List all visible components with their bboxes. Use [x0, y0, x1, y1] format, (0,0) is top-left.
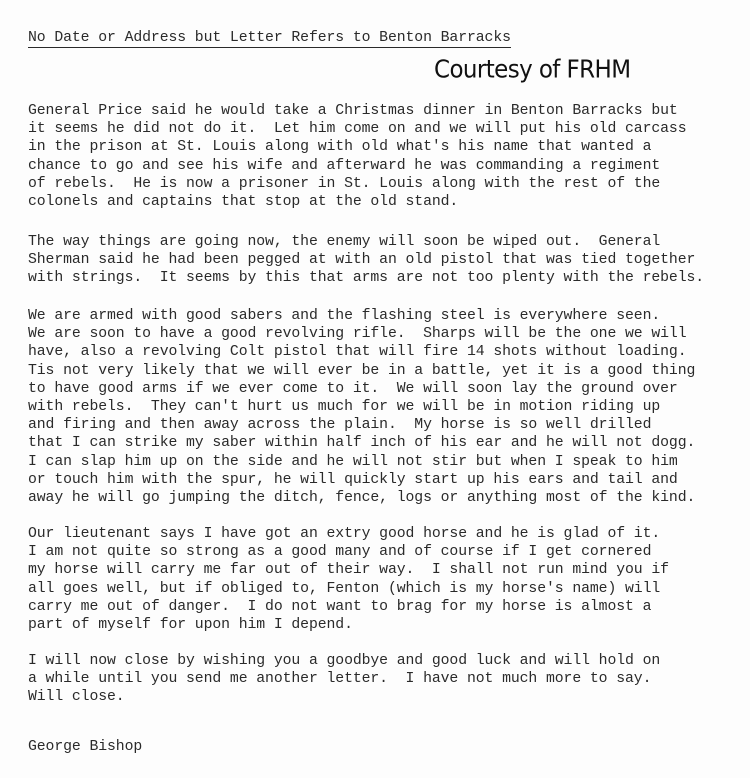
- courtesy-stamp: Courtesy of FRHM: [434, 56, 631, 85]
- letter-heading: No Date or Address but Letter Refers to Benton Barracks: [28, 30, 511, 46]
- letter-paragraph-2: The way things are going now, the enemy will soon be wiped out. General Sherman said he had been pegged at with an old pistol that was tied together with strings. It seems by this that arms are not too plenty with the rebels.: [28, 234, 705, 287]
- letter-paragraph-5: I will now close by wishing you a goodbye and good luck and will hold on a while until you send me another letter. I have not much more to say. Will close.: [28, 653, 661, 706]
- signature: George Bishop: [28, 739, 143, 755]
- letter-paragraph-1: General Price said he would take a Christmas dinner in Benton Barracks but it seems he did not do it. Let him come on and we will put his old carcass in the prison at St. Louis along with old what's his name that wanted a chance to go and see his wife and afterward he was commanding a regiment of rebels. He is now a prisoner in St. Louis along with the rest of the colonels and captains that stop at the old stand.: [28, 103, 687, 211]
- letter-paragraph-4: Our lieutenant says I have got an extry good horse and he is glad of it. I am not quite so strong as a good many and of course if I get cornered my horse will carry me far out of their way. I shall not run mind you if all goes well, but if obliged to, Fenton (which is my horse's name) will carry me out of danger. I do not want to brag for my horse is almost a part of myself for upon him I depend.: [28, 526, 669, 634]
- letter-paragraph-3: We are armed with good sabers and the flashing steel is everywhere seen. We are soon to have a good revolving rifle. Sharps will be the one we will have, also a revolving Colt pistol that will fire 14 shots without loading. Tis not very likely that we will ever be in a battle, yet it is a good thing to have good arms if we ever come to it. We will soon lay the ground over with rebels. They can't hurt us much for we will be in motion riding up and firing and then away across the plain. My horse is so well drilled that I can strike my saber within half inch of his ear and he will not dogg. I can slap him up on the side and he will not stir but when I speak to him or touch him with the spur, he will quickly start up his ears and tail and away he will go jumping the ditch, fence, logs or anything most of the kind.: [28, 308, 696, 507]
